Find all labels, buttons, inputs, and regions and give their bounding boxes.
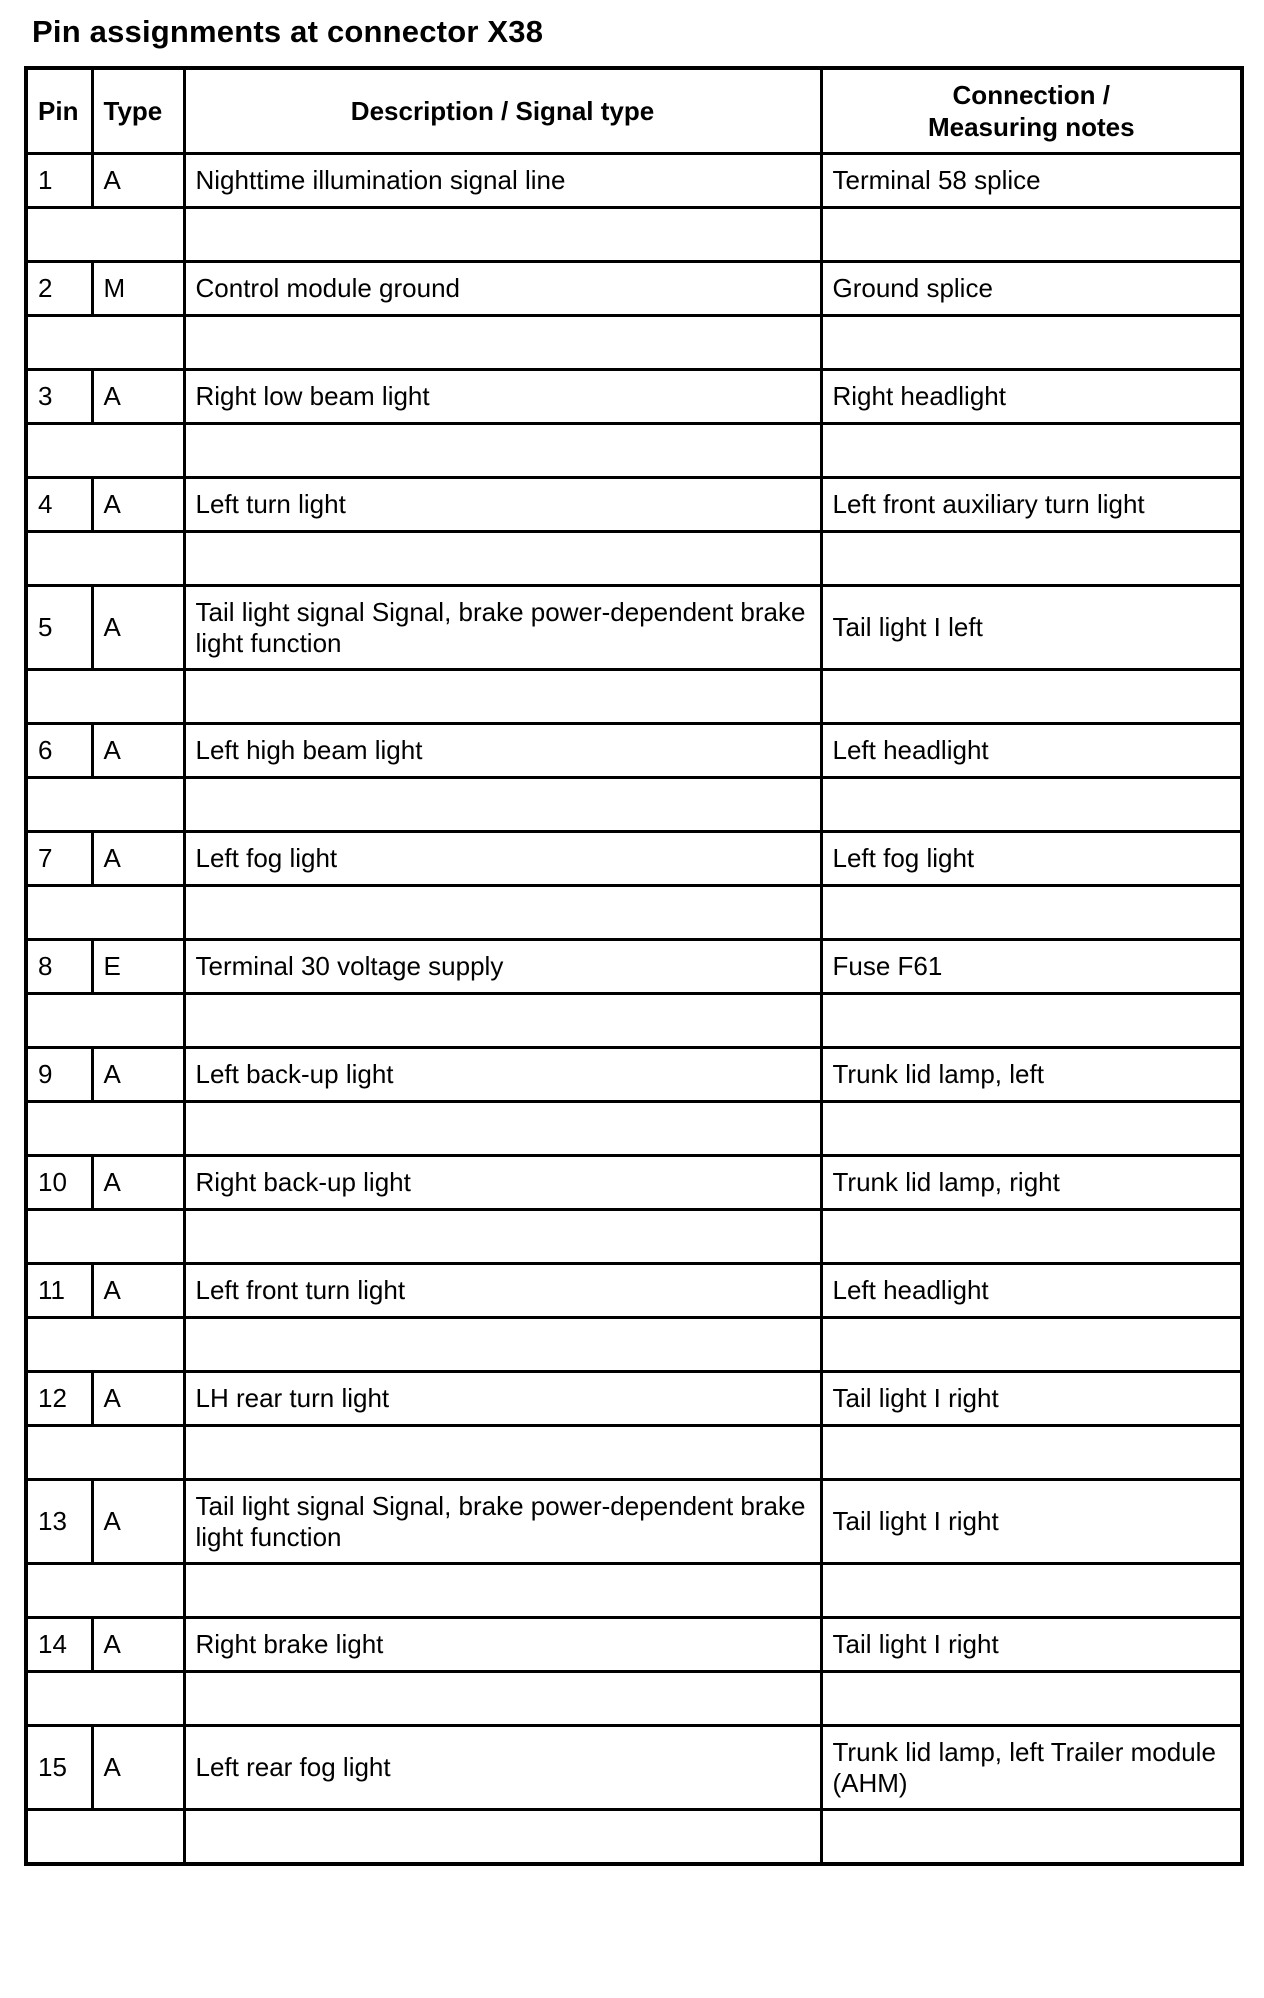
empty-cell	[821, 886, 1242, 940]
table-row	[26, 262, 1242, 316]
empty-cell	[821, 424, 1242, 478]
type-cell: A	[92, 1048, 184, 1102]
description-cell: Left rear fog light	[184, 1726, 821, 1810]
connection-cell: Trunk lid lamp, left Trailer module (AHM)	[821, 1726, 1242, 1810]
empty-cell	[184, 1564, 821, 1618]
spacer-row	[26, 886, 1242, 940]
column-header-connection-line1: Connection /	[952, 80, 1110, 110]
description-cell: LH rear turn light	[184, 1372, 821, 1426]
connection-cell: Trunk lid lamp, left	[821, 1048, 1242, 1102]
empty-cell	[26, 1102, 184, 1156]
table-row	[26, 1618, 1242, 1672]
empty-cell	[821, 316, 1242, 370]
spacer-row	[26, 316, 1242, 370]
empty-cell	[821, 1210, 1242, 1264]
empty-cell	[184, 1426, 821, 1480]
table-row	[26, 1480, 1242, 1564]
pin-table-container	[24, 66, 1240, 1866]
empty-cell	[184, 1102, 821, 1156]
description-cell: Left high beam light	[184, 724, 821, 778]
empty-cell	[821, 778, 1242, 832]
empty-cell	[821, 670, 1242, 724]
empty-cell	[821, 1318, 1242, 1372]
spacer-row	[26, 1672, 1242, 1726]
empty-cell	[821, 1102, 1242, 1156]
pin-cell: 1	[26, 154, 92, 208]
description-cell: Left back-up light	[184, 1048, 821, 1102]
empty-cell	[26, 778, 184, 832]
column-header-connection-line2: Measuring notes	[927, 112, 1135, 142]
pin-cell: 8	[26, 940, 92, 994]
pin-cell: 11	[26, 1264, 92, 1318]
description-cell: Tail light signal Signal, brake power-dependent brake light function	[184, 586, 821, 670]
pin-cell: 15	[26, 1726, 92, 1810]
description-cell: Right brake light	[184, 1618, 821, 1672]
type-cell: A	[92, 1156, 184, 1210]
pin-cell: 2	[26, 262, 92, 316]
connection-cell: Left fog light	[821, 832, 1242, 886]
empty-cell	[26, 532, 184, 586]
column-header-connection	[821, 68, 1242, 154]
table-row	[26, 1048, 1242, 1102]
pin-cell: 13	[26, 1480, 92, 1564]
empty-cell	[26, 670, 184, 724]
type-cell: A	[92, 832, 184, 886]
pin-cell: 10	[26, 1156, 92, 1210]
empty-cell	[26, 424, 184, 478]
empty-cell	[821, 208, 1242, 262]
connection-cell: Left front auxiliary turn light	[821, 478, 1242, 532]
spacer-row	[26, 532, 1242, 586]
type-cell: A	[92, 1264, 184, 1318]
spacer-row	[26, 1102, 1242, 1156]
table-row	[26, 1372, 1242, 1426]
table-row	[26, 154, 1242, 208]
empty-cell	[26, 1318, 184, 1372]
empty-cell	[26, 1426, 184, 1480]
spacer-row	[26, 994, 1242, 1048]
connection-cell: Right headlight	[821, 370, 1242, 424]
pin-cell: 9	[26, 1048, 92, 1102]
table-row	[26, 1156, 1242, 1210]
empty-cell	[184, 424, 821, 478]
empty-cell	[184, 1810, 821, 1865]
empty-cell	[821, 1564, 1242, 1618]
description-cell: Terminal 30 voltage supply	[184, 940, 821, 994]
connection-cell: Left headlight	[821, 724, 1242, 778]
pin-cell: 5	[26, 586, 92, 670]
empty-cell	[26, 1810, 184, 1865]
spacer-row	[26, 1210, 1242, 1264]
connection-cell: Tail light I right	[821, 1618, 1242, 1672]
empty-cell	[184, 670, 821, 724]
empty-cell	[184, 1210, 821, 1264]
table-row	[26, 370, 1242, 424]
table-row	[26, 940, 1242, 994]
empty-cell	[821, 1810, 1242, 1865]
column-header-pin: Pin	[26, 68, 92, 154]
pin-cell: 12	[26, 1372, 92, 1426]
empty-cell	[184, 316, 821, 370]
description-cell: Right low beam light	[184, 370, 821, 424]
table-body	[26, 154, 1242, 1865]
spacer-row	[26, 1810, 1242, 1865]
connection-cell: Trunk lid lamp, right	[821, 1156, 1242, 1210]
spacer-row	[26, 424, 1242, 478]
empty-cell	[821, 532, 1242, 586]
empty-cell	[184, 778, 821, 832]
empty-cell	[26, 208, 184, 262]
empty-cell	[26, 316, 184, 370]
empty-cell	[821, 1672, 1242, 1726]
empty-cell	[184, 1672, 821, 1726]
table-row	[26, 1264, 1242, 1318]
spacer-row	[26, 670, 1242, 724]
description-cell: Right back-up light	[184, 1156, 821, 1210]
empty-cell	[26, 994, 184, 1048]
table-row	[26, 1726, 1242, 1810]
type-cell: A	[92, 1618, 184, 1672]
type-cell: A	[92, 1372, 184, 1426]
type-cell: A	[92, 724, 184, 778]
pin-cell: 4	[26, 478, 92, 532]
empty-cell	[26, 1564, 184, 1618]
spacer-row	[26, 1426, 1242, 1480]
empty-cell	[184, 1318, 821, 1372]
connection-cell: Ground splice	[821, 262, 1242, 316]
type-cell: A	[92, 478, 184, 532]
connection-cell: Tail light I right	[821, 1480, 1242, 1564]
connection-cell: Left headlight	[821, 1264, 1242, 1318]
empty-cell	[821, 994, 1242, 1048]
connection-cell: Tail light I left	[821, 586, 1242, 670]
page-title: Pin assignments at connector X38	[32, 14, 544, 49]
spacer-row	[26, 1318, 1242, 1372]
type-cell: A	[92, 586, 184, 670]
description-cell: Tail light signal Signal, brake power-dependent brake light function	[184, 1480, 821, 1564]
description-cell: Left turn light	[184, 478, 821, 532]
pin-cell: 6	[26, 724, 92, 778]
empty-cell	[184, 886, 821, 940]
table-row	[26, 586, 1242, 670]
spacer-row	[26, 1564, 1242, 1618]
type-cell: E	[92, 940, 184, 994]
type-cell: A	[92, 1726, 184, 1810]
empty-cell	[26, 1672, 184, 1726]
description-cell: Left front turn light	[184, 1264, 821, 1318]
type-cell: A	[92, 154, 184, 208]
table-row	[26, 724, 1242, 778]
empty-cell	[184, 994, 821, 1048]
pin-cell: 3	[26, 370, 92, 424]
spacer-row	[26, 208, 1242, 262]
column-header-type: Type	[92, 68, 184, 154]
pin-assignment-table	[24, 66, 1244, 1866]
type-cell: A	[92, 370, 184, 424]
connection-cell: Terminal 58 splice	[821, 154, 1242, 208]
table-row	[26, 832, 1242, 886]
table-header-row	[26, 68, 1242, 154]
empty-cell	[26, 886, 184, 940]
description-cell: Nighttime illumination signal line	[184, 154, 821, 208]
empty-cell	[184, 208, 821, 262]
type-cell: M	[92, 262, 184, 316]
table-row	[26, 478, 1242, 532]
empty-cell	[26, 1210, 184, 1264]
empty-cell	[184, 532, 821, 586]
column-header-description: Description / Signal type	[184, 68, 821, 154]
description-cell: Control module ground	[184, 262, 821, 316]
connection-cell: Tail light I right	[821, 1372, 1242, 1426]
pin-cell: 14	[26, 1618, 92, 1672]
description-cell: Left fog light	[184, 832, 821, 886]
connection-cell: Fuse F61	[821, 940, 1242, 994]
spacer-row	[26, 778, 1242, 832]
empty-cell	[821, 1426, 1242, 1480]
type-cell: A	[92, 1480, 184, 1564]
pin-cell: 7	[26, 832, 92, 886]
